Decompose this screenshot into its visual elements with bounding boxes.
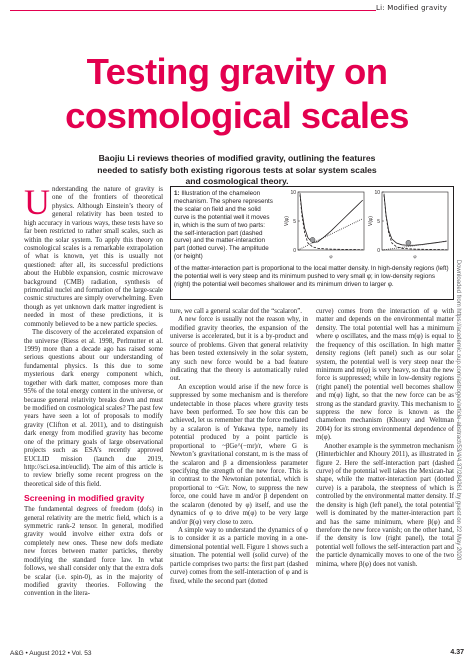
standfirst: Baojiu Li reviews theories of modified gravity, outlining the features needed to satisfy both existing rigorous tests at solar system scales and cosmological theory. (97, 153, 377, 187)
page-header (0, 0, 474, 26)
scalaron-sphere-right (406, 240, 411, 245)
figure-caption-long: of the matter-interaction part is proportional to the local matter density. In high-density regions (left) the potential well is very steep and its minimum pushed to very small φ; in low-density regions (right) the potential well becomes shallower and its minimum driven to larger φ. (174, 265, 449, 288)
paragraph: The fundamental degrees of freedom (dofs) in general relativity are the metric field, which is a symmetric rank-2 tensor. In general, modified gravity would involve either extra dofs or completely new ones. These new dofs mediate new forces between matter particles, thereby modifying the standard force law. In what follows, we shall consider only that the extra dofs be scalar (i.e. spin-0), as in the majority of modified gravity theories. Following the convention in the litera- (24, 506, 163, 598)
y-tick-label-left: 0 (293, 248, 296, 254)
y-axis-label-left: V(φ) (284, 216, 290, 226)
plot-frame-right (382, 192, 448, 250)
plot-frame-left (298, 192, 364, 250)
column-1 (24, 186, 163, 656)
journal-info: A&G • August 2012 • Vol. 53 (10, 650, 92, 657)
y-tick-label-left: 5 (293, 219, 296, 225)
page-number: 4.37 (450, 649, 464, 656)
paragraph: The discovery of the accelerated expansion of the universe (Riess et al. 1998, Perlmutter et al. 1999) more than a decade ago has raised some serious questions about our understanding of fundamental physics. Is this due to some mysterious dark energy component which, together with dark matter, composes more than 95% of the total energy content in the universe, or because general relativity breaks down and must be modified on cosmological scales? The past few years have seen a lot of proposals to modify gravity (Clifton et al. 2011), and to distinguish dark energy from modified gravity has become one of the primary goals of large observational projects such as ESA’s recently approved EUCLID mission (launch due 2019, http://sci.esa.int/euclid). The aim of this article is to review briefly some recent progress on the theoretical side of this field. (24, 329, 163, 488)
x-axis-label-left: φ (329, 254, 333, 260)
download-notice (452, 220, 464, 600)
series-dashed-left (300, 195, 363, 250)
article-title (0, 50, 474, 138)
paragraph: An exception would arise if the new force is suppressed by some mechanism and is therefore undetectable in those places where gravity tests have been performed. To see how this can be achieved, let us remember that the force mediated by a scalaron is of Yukawa type, namely its potential produced by a point particle is proportional to ~βGe^(−mr)/r, where G is Newton’s gravitational constant, m is the mass of the scalaron and β a dimensionless parameter specifying the strength of the new force. This is in contrast to the Newtonian potential, which is proportional to ~G/r. Now, to suppress the new force, one could have m and/or β dependent on the scalaron (denoted by φ) itself, and use the dynamics of φ to drive m(φ) to be very large and/or β(φ) very close to zero. (170, 383, 308, 526)
page-footer (10, 650, 464, 666)
series-solid-left (300, 193, 363, 242)
series-solid-right (384, 194, 447, 246)
y-tick-label-left: 10 (290, 190, 296, 196)
paragraph: A simple way to understand the dynamics of φ is to consider it as a particle moving in a one-dimensional potential well. Figure 1 shows such a situation. The potential well (solid curve) of the particle comprises two parts: the first part (dashed curve) comes from the self-interaction of φ and is fixed, while the second part (dotted (170, 526, 308, 585)
x-axis-label-right: φ (413, 254, 417, 260)
y-tick-label-right: 0 (377, 248, 380, 254)
paragraph: curve) comes from the interaction of φ with matter and depends on the environmental matter density. The total potential well has a minimum where φ oscillates, and the mass m(φ) is equal to the frequency of this oscillation. In high matter density regions (left panel) such as our solar system, the potential well is very steep near the minimum and m(φ) is very heavy, so that the new force is suppressed; while in low-density regions (right panel) the potential well becomes shallow and m(φ) light, so that the new force can be as strong as the standard gravity. This mechanism to suppress the new force is known as the chameleon mechanism (Khoury and Weltman 2004) for its strong environmental dependence of m(φ). (316, 308, 454, 442)
title-line-1: Testing gravity on (86, 51, 388, 92)
paragraph: ture, we call a general scalar dof the “scalaron”. (170, 308, 302, 315)
figure-1-plot (278, 186, 454, 266)
download-notice-text: Downloaded from https://academic.oup.com/astrogeo/article-abstract/53/4/4.37/284261 by guest on 22 May 2020 (455, 259, 461, 561)
y-axis-label-right: V(φ) (368, 216, 374, 226)
section-label: Li: Modified gravity (376, 4, 448, 12)
column-3 (316, 308, 454, 656)
figure-caption-lead: 1: (174, 190, 180, 197)
paragraph-intro-text: nderstanding the nature of gravity is one of the frontiers of theoretical physics. Although Einstein’s theory of general relativity has been tested to high accuracy in various ways, these tests have so far been restricted to rather small scales, such as within the solar system. To apply this theory on cosmological scales is a remarkable extrapolation of what is known, yet this is usually not questioned: after all, its successful predictions about the Hubble expansion, cosmic microwave background (CMB) radiation, synthesis of primordial nuclei and formation of the large-scale cosmic structures are simply overwhelming. Even though as yet unknown dark matter ingredient is needed in most of these predictions, it is commonly believed to be a new particle species. (24, 186, 163, 328)
drop-cap: U (24, 186, 50, 222)
y-tick-label-right: 5 (377, 219, 380, 225)
title-line-2: cosmological scales (65, 95, 409, 136)
figure-caption-short-text: Illustration of the chameleon mechanism. The sphere represents the scalar on field and the solid curve is the potential well it moves in, which is the sum of two parts: the self-interaction part (dashed curve) and the matter-interaction part (dotted curve). The amplitude (or height) (174, 190, 273, 261)
series-dashed-right (384, 195, 447, 250)
scalaron-sphere-left (310, 237, 315, 242)
paragraph-intro (24, 186, 163, 329)
paragraph: A new force is usually not the reason why, in modified gravity theories, the expansion of the universe is accelerated, but it is a by-product and source of problems. Given that general relativity has been tested extensively in the solar system, any such new force would be a bad feature indicating that the theory is automatically ruled out. (170, 316, 308, 383)
paragraph: Another example is the symmetron mechanism (Hinterbichler and Khoury 2011), as illustrated in figure 2. Here the self-interaction part (dashed curve) of the potential well takes the Mexican-hat shape, while the matter-interaction part (dotted curve) is a parabola, the steepness of which is controlled by the environmental matter density. If the density is high (left panel), the total potential well is dominated by the matter-interaction part and has the same minimum, where β(φ) and therefore the new force vanish; on the other hand, if the density is low (right panel), the total potential well follows the self-interaction part and the particle dynamically moves to one of the two minima, where β(φ) does not vanish. (316, 442, 454, 568)
column-2 (170, 308, 308, 656)
header-rule (10, 10, 376, 11)
figure-caption-short (174, 190, 274, 261)
y-tick-label-right: 10 (374, 190, 380, 196)
series-dotted-left (298, 219, 363, 250)
subheading: Screening in modified gravity (24, 493, 145, 504)
